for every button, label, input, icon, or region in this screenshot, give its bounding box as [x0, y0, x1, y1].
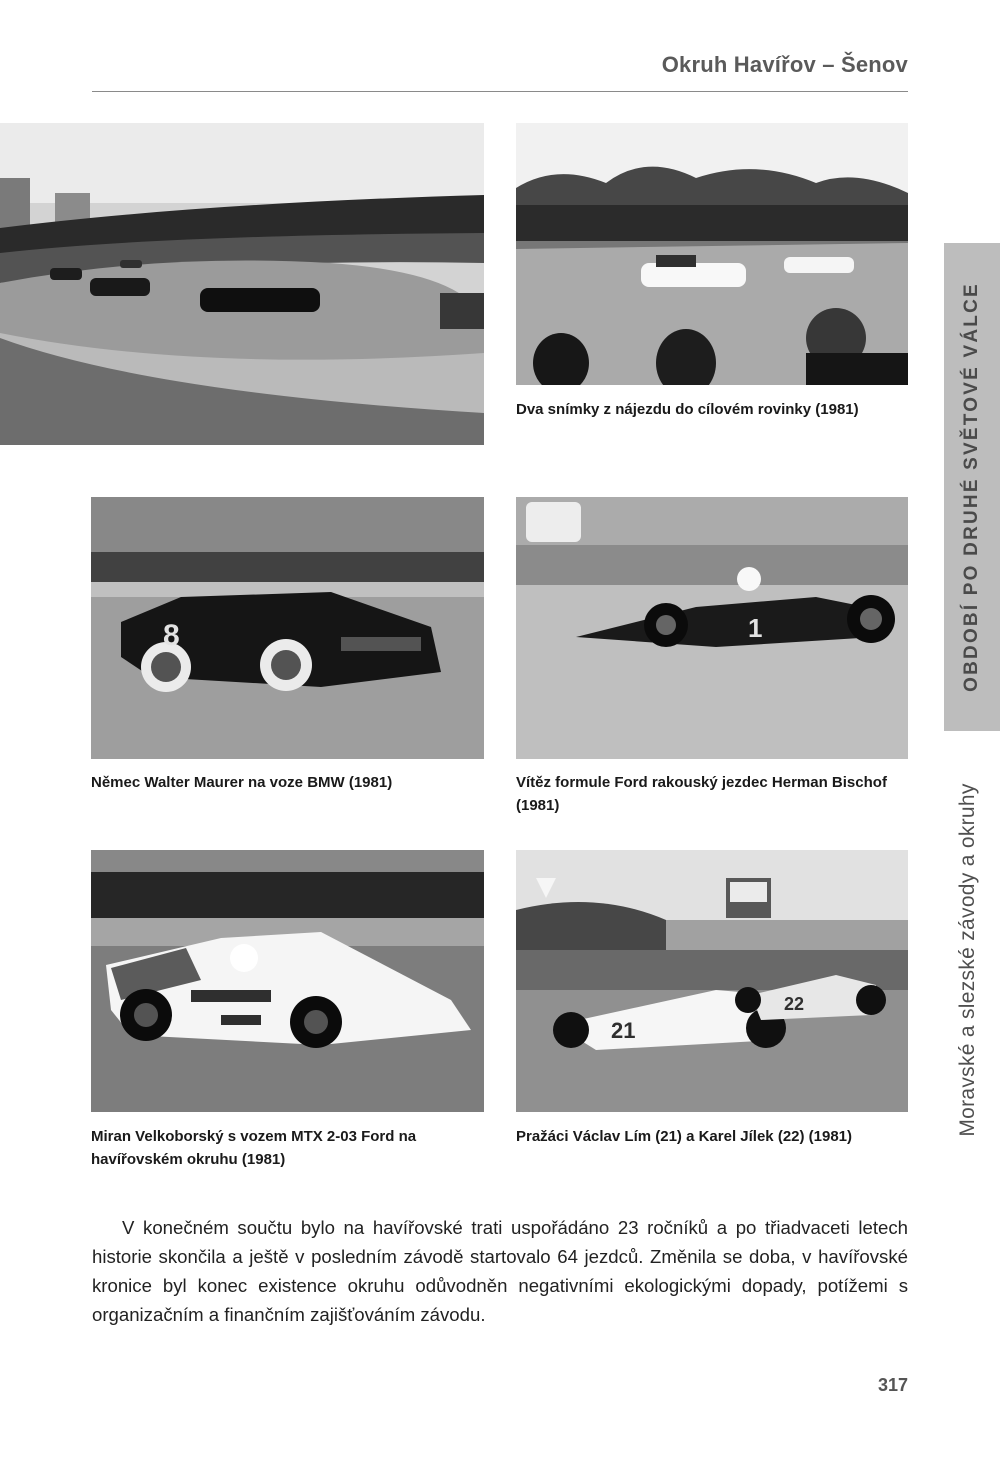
- svg-text:21: 21: [611, 1018, 636, 1043]
- running-head: Okruh Havířov – Šenov: [661, 52, 908, 77]
- body-paragraph: V konečném součtu bylo na havířovské trati uspořádáno 23 ročníků a po třiadvaceti letech historie skončila a ještě v posledním závodě startovalo 64 jezdců. Změnila se doba, v havířovské kronice byl konec existence okruhu odůvodněn negativními ekologickými dopady, potížemi s organizačním a finančním zajišťováním závodu.: [92, 1217, 908, 1325]
- photo-caption: Miran Velkoborský s vozem MTX 2-03 Ford na havířovském okruhu (1981): [91, 1128, 417, 1168]
- photo-track-curve-2: [516, 123, 908, 385]
- photo-mtx-sports-car: [91, 850, 484, 1112]
- svg-text:8: 8: [163, 619, 180, 652]
- photo-caption: Němec Walter Maurer na voze BMW (1981): [91, 774, 393, 791]
- section-title: OBDOBÍ PO DRUHÉ SVĚTOVÉ VÁLCE: [961, 282, 982, 692]
- photo-bmw-race-car: [91, 497, 484, 759]
- page-number: 317: [877, 1375, 908, 1395]
- header-rule: [92, 91, 908, 92]
- photo-formula-ford: [516, 497, 908, 759]
- svg-text:1: 1: [748, 613, 763, 643]
- photo-caption: Dva snímky z nájezdu do cílovém rovinky (1981): [516, 401, 859, 418]
- photo-caption: Pražáci Václav Lím (21) a Karel Jílek (22) (1981): [516, 1128, 853, 1145]
- photo-formula-cars-21-22: [516, 850, 908, 1112]
- photo-caption: Vítěz formule Ford rakouský jezdec Herman Bischof (1981): [516, 774, 887, 814]
- svg-text:22: 22: [784, 994, 805, 1014]
- photo-track-curve-1: [0, 123, 484, 445]
- book-title: Moravské a slezské závody a okruhy: [956, 783, 979, 1137]
